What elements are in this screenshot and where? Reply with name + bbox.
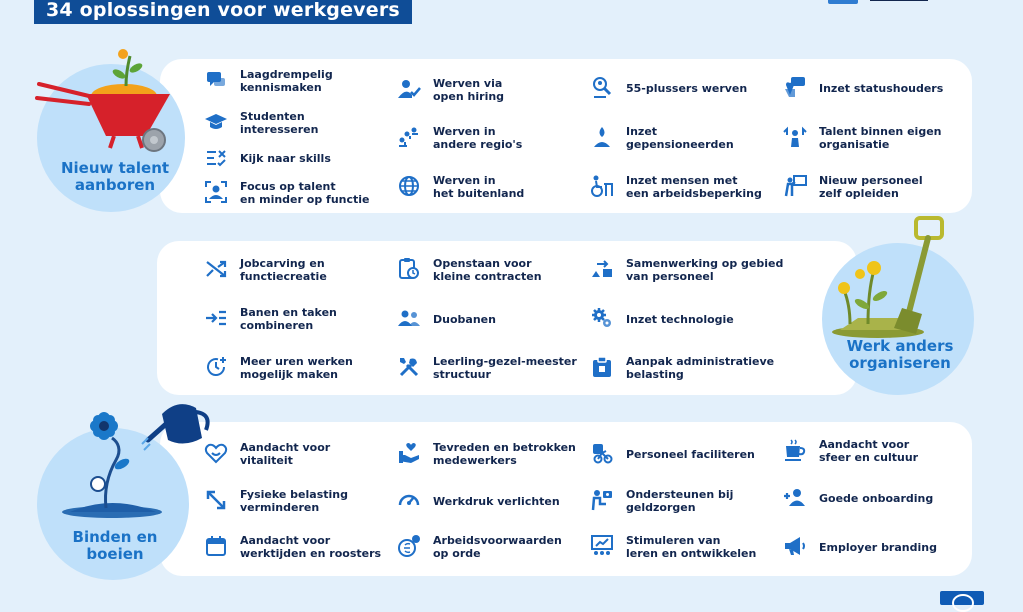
globe-icon [397,174,421,198]
logo-mark [828,0,858,4]
clipboard-icon [590,355,614,379]
solution-text: Banen en taken combineren [240,306,337,332]
solution-text: Openstaan voor kleine contracten [433,257,542,283]
merge-lines-icon [204,306,228,330]
shuffle-arrows-icon [204,257,228,281]
solution-text: Aandacht voor werktijden en roosters [240,534,382,560]
solution-text: Aanpak administratieve belasting [626,355,775,381]
add-user-icon [783,485,807,509]
solution-text: Personeel faciliteren [626,447,755,461]
wheelbarrow-illustration [34,44,179,156]
solution-text: Ondersteunen bij geldzorgen [626,488,734,514]
section-label-werk-anders: Werk anders organiseren [846,337,954,372]
collaboration-icon [590,257,614,281]
trainer-board-icon [783,174,807,198]
corner-logo [940,591,984,605]
solution-text: Arbeidsvoorwaarden op orde [433,534,562,560]
coins-icon [397,534,421,558]
solution-text: Laagdrempelig kennismaken [240,68,333,94]
megaphone-icon [783,534,807,558]
coffee-cup-icon [783,438,807,462]
solution-text: Werven via open hiring [433,77,505,103]
talent-arrows-icon [783,125,807,149]
person-check-icon [397,77,421,101]
solution-text: Inzet statushouders [819,81,944,95]
chat-bubbles-icon [204,68,228,92]
list-check-icon [204,145,228,169]
two-people-icon [397,306,421,330]
solution-text: Tevreden en betrokken medewerkers [433,441,576,467]
solution-text: Fysieke belasting verminderen [240,488,348,514]
section-label-binden-boeien: Binden en boeien [72,528,158,563]
watering-can-illustration [56,394,216,522]
growth-board-icon [590,534,614,558]
solution-text: Werven in het buitenland [433,174,525,200]
solution-text: Employer branding [819,540,937,554]
solution-text: Jobcarving en functiecreatie [240,257,327,283]
shovel-plants-illustration [828,212,948,338]
section-label-nieuw-talent: Nieuw talent aanboren [60,159,170,194]
solution-text: Inzet mensen met een arbeidsbeperking [626,174,762,200]
senior-search-icon [590,75,614,99]
person-focus-icon [204,180,228,204]
heart-smile-icon [204,441,228,465]
page-title: 34 oplossingen voor werkgevers [34,0,412,24]
gears-icon [590,306,614,330]
retiree-icon [590,125,614,149]
graduation-cap-icon [204,110,228,134]
solution-text: Studenten interesseren [240,110,319,136]
heart-message-icon [783,75,807,99]
solution-text: Focus op talent en minder op functie [240,180,370,206]
solution-text: Aandacht voor vitaliteit [240,441,331,467]
solution-text: Werkdruk verlichten [433,494,560,508]
wheelchair-desk-icon [590,174,614,198]
solution-text: Nieuw personeel zelf opleiden [819,174,923,200]
document-clock-icon [397,257,421,281]
diagonal-arrows-icon [204,488,228,512]
solution-text: Talent binnen eigen organisatie [819,125,942,151]
solution-text: Leerling-gezel-meester structuur [433,355,577,381]
solution-text: Inzet technologie [626,312,734,326]
money-support-icon [590,488,614,512]
calendar-icon [204,534,228,558]
solution-text: Kijk naar skills [240,151,331,165]
person-bike-icon [590,441,614,465]
solution-text: Goede onboarding [819,491,934,505]
solution-text: Samenwerking op gebied van personeel [626,257,784,283]
header-link-underline [870,0,928,1]
solution-text: Duobanen [433,312,496,326]
solution-text: Meer uren werken mogelijk maken [240,355,353,381]
solution-text: Inzet gepensioneerden [626,125,734,151]
tools-icon [397,355,421,379]
solution-text: Werven in andere regio's [433,125,523,151]
clock-plus-icon [204,355,228,379]
gauge-icon [397,488,421,512]
solution-text: 55-plussers werven [626,81,748,95]
solution-text: Stimuleren van leren en ontwikkelen [626,534,757,560]
solution-text: Aandacht voor sfeer en cultuur [819,438,919,464]
region-people-icon [397,125,421,149]
hand-heart-icon [397,441,421,465]
